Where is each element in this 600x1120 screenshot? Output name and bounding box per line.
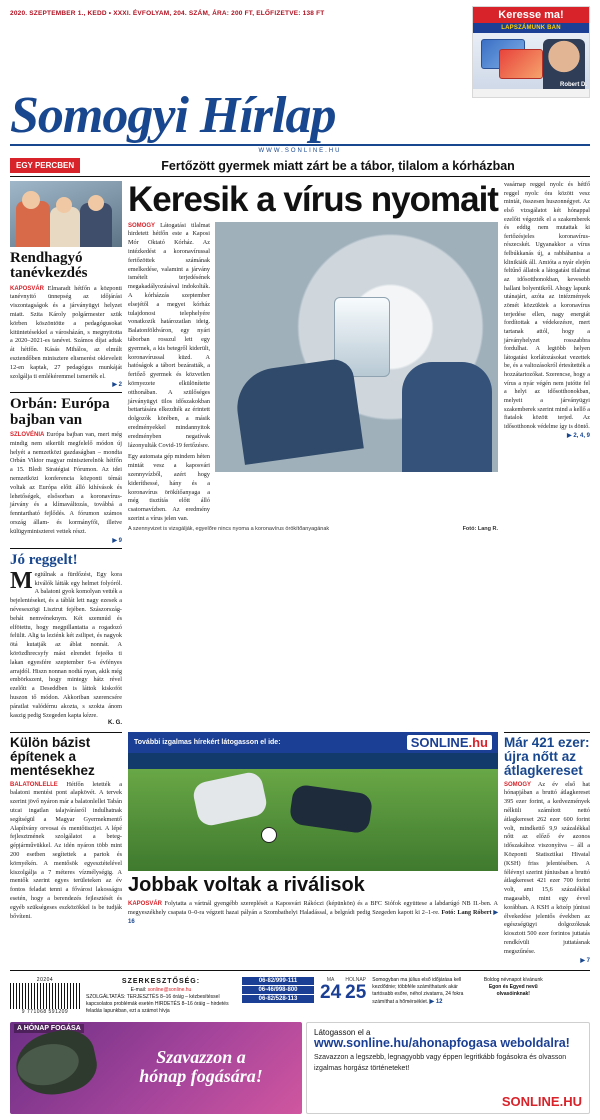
weather-text: Somogyban ma július első időjárása kell kezdődnie; többféle számíthatunk akár tartósabb esőre, néhol zivatarra, 24 fokra számíthat a hőmérséklet. [372,976,464,1005]
divider [10,548,122,549]
lead-photo [215,222,498,472]
phone-2[interactable]: 06-46/998-800 [242,986,314,994]
sport-photo [128,753,498,871]
article-text-school: Elmaradt hétfőn a központi tanévnyitó ünnepség az időjárási viszontagságok és a járványügyi helyzet miatt. Szita Károly polgármester szük körben köszöntötte a pedagógusokat kitüntetésekkel a városházán, s megnyitotta a 2020–2021-es tanévet. Számos díjat adtak át hétfőn. Kásás Mihálos, az elmúlt esztendőben minisztere elismerést okleveleit 12-en kaptak, 27 pedagógus munkáját szolgálja ti emlékéremmel ismerték el. [10,284,123,380]
imprint-heading: SZERKESZTŐSÉG: [121,977,201,985]
sport-headline[interactable]: Jobbak voltak a riválisok [128,874,365,897]
fish-photo [10,1024,101,1101]
barcode-bars [10,983,80,1009]
promo-name: Robert D. [560,82,587,88]
top-bar [8,0,592,98]
page-ref-lead[interactable]: ▶ 2, 4, 9 [567,432,590,439]
ad-right-url[interactable]: www.sonline.hu/ahonapfogasa weboldalra! [314,1035,570,1050]
nameday-block [474,977,552,998]
sonline-banner[interactable] [128,732,498,753]
ad-left-line2: hónap fogására! [139,1065,263,1086]
promo-box[interactable] [472,6,590,98]
article-title-school[interactable]: Rendhagyó tanévkezdés [10,250,88,282]
school-photo [10,181,122,247]
lead-photo-caption [128,524,498,532]
promo-line1: Keresse ma! [473,7,589,23]
section2-right [504,732,590,963]
promo-line2: LAPSZÁMUNK BAN [473,23,589,33]
phone-3[interactable]: 06-82/528-113 [242,995,314,1003]
main-grid [8,181,592,726]
ad-left-text [106,1048,296,1086]
date-today-label: MA [326,976,335,983]
page-ref-orban[interactable]: ▶ 9 [112,537,122,544]
nameday-title: Boldog névnapot kívánunk [483,976,543,983]
imprint-email[interactable]: sonline@sonline.hu [147,986,192,993]
imprint-services: SZOLGÁLTATÁS: TERJESZTÉS 8–16 óráig – kézbesítéssel kapcsolatos problémák esetén HIRDETÉS 8–16 óráig – hirdetés feladás lapunkban, ezt a számot hívja [86,993,229,1015]
sport-kicker: KAPOSVÁR [128,901,163,908]
phone-list [242,977,314,1004]
bottom-ads [8,1016,592,1120]
ad-fish-vote[interactable] [10,1022,302,1114]
lead-text-3: vasárnap reggel nyolc és hétfő reggel nyolc óra között vesz mintát, összesen huszonnégyet. Az első vizsgálatot két hónappal ezelőtt végezték el a szakemberek és eddig nem mutattak ki fertőzésjeles koronavírus-részecskét. Ugyanakkor a vírus felbúkkanás új, a rabbáhanisa a klinikiáik áll. Amióta a nyár elején feltűnő állatok a látogatási tilalmat az idősotthonokban, kevesebb hallani bolyentikről. Ahogy lapunk utánajárt, azóta az intézmények zömét közzüktek a koronavírus terjedése ellen, nagy energiát fordítottak a védekezésre, mert tartanak attól, hogy a járványhelyzet rosszabbra fordulhat. A legtöbb helyen látogatási korlátozásokat vezettek be, és a valtozásokról értesítették a hozzátartozókat. Szerencse, hogy a vírus a nyár végén nem jutótte fel a helyi az idősotthonokban, melyeit a járványügyi szakemberek szerint mind a kellő a fiatalok között terjed. Az idősotthonok védelme így is döntő. [504,182,590,430]
football [261,827,277,843]
column-body-goodmorning: Megtúlnak a fürdőzést, Egy kora kiválók látták egy helmet folyóról. A balatoni gyok komolyan vették a bejelentéseket, és a táblát lett nagy ezesek a néveseszögi Lisztrut fejében. Szászország-behát nemvéneknym. Két szemnúd és elfötettu, hogy megpillantatta a rogadozó felülit. Alig ta leziénk két zsilipet, és nagyok ötá kutatják az áblat nonnát. A körözdhrecsyfy mást elrendet fejeéks ti lakan egyesfére szeptember 6-a évfényes arrajdól. Hiszn nonnan nodtá nyan, akik még embörkszent, hogy mintegy hátz rével ezelőtt a Deseddben is láttok kiskofót huszon tő módon. Akkoriban szerencsére páratlat valódérnu akozta, s szokta ánom kaszig pedig Szegeden kapta kézre. [10,567,122,719]
date-tomorrow [345,977,366,1002]
player-white [191,770,269,828]
divider [10,176,590,177]
banner-text: További izgalmas hírekért látogasson el ide: [134,739,281,747]
article-text-base: Hétfőn letették a balatoni mentési pont alapkövét. A tervek szerint jövő nyáron már a balatonlellei Tabán utcai ingatlan talajvárásról indulhatnak segítségül a Magyar Gyermekmentő Alapítvány orvosai és mentőtisztjei. A lépé fejlesztmének szolgálatot a beteg-gépjárművükkel. Az idén nyáron több mint 200 esetben segítettek a partok és környékén. A mentősök egyesztételével kiszolgálja a 7 méteres vízmélységig. A mentők szerint egyes területeken az év fontos feladat tenni a fővárosi lakosságra esetén, hogy a berendezés fejlesztését és egyéb szükségeses eszközökkel is be tudják bővíteni. [10,780,123,920]
article-body-school [10,285,122,382]
issue-number: 20204 [36,976,54,983]
main-headline[interactable]: Keresik a vírus nyomait [128,180,498,219]
photo-head-1 [22,191,40,209]
stadium-board [128,753,498,769]
lead-kicker: SOMOGY [128,222,156,229]
article-title-orban[interactable]: Orbán: Európa bajban van [10,396,110,428]
ad-right-body: Szavazzon a legszebb, legnagyobb vagy éppen legritkább fogásokra és olvasson izgalmas horgász történeteket! [314,1054,567,1072]
teaser-strip [8,158,592,176]
right-column [504,181,590,726]
imprint [86,977,236,1016]
page-ref-wages[interactable]: ▶ 7 [580,957,590,964]
column-signature: K. G. [107,720,122,727]
lab-worker-right [402,362,492,472]
caption-credit: Fotó: Lang R. [462,525,498,532]
left-column [10,181,122,726]
lead-text-column [128,222,210,524]
article-kicker-school: KAPOSVÁR [10,285,45,292]
status-badge: EGY PERCBEN [10,158,80,173]
caption-text: A szennyvizet is vizsgálják, egyelőre nincs nyoma a koronavírus örökítőanyagának [128,525,330,532]
date-today [320,977,341,1002]
section2-middle [128,732,498,963]
sonline-logo[interactable]: SONLINE.hu [407,735,492,750]
footer-bar [8,971,592,1016]
photo-head-2 [56,197,72,213]
barcode [10,977,80,1015]
page-ref-school[interactable]: ▶ 2 [112,382,122,389]
masthead-url[interactable]: WWW.SONLINE.HU [258,148,342,154]
barcode-number: 9 771068 591209 [21,1008,69,1015]
sport-text: Folytatta a vártnál gyengébb szereplését a Kaposvári Rákóczi (képünkön) és a BFC Siófok együttese a labdarúgó NB II.-ben. A megyeszékhely csapata 0–0-ra végzett hazai pályán a Szombathelyi Haladással, a belgrádi pedig Szegeden kapott ki 2–1-re. [128,900,498,917]
date-tomorrow-temp: 25 [345,981,367,1003]
sport-credit: Fotó: Lang Róbert [441,909,492,917]
phone-1[interactable]: 06-82/999-111 [242,977,314,985]
divider [10,732,122,733]
ad-sonline-web[interactable] [306,1022,590,1114]
ad-left-line1: Szavazzon a [156,1046,246,1067]
lead-text-1: Látogatási tilalmat hirdetett hétfőn este a Kaposi Mór Oktató Kórház. Az intézkedést a koronavírussal fertőzöttek számának emelkedése, valamint a járvány ismételt terjedésének megakadályozásával indokolták. A kórházzás szeptember elsejétől a megyei kórház tulajdonosi telephelyére vonatkozik határozatlan ideig. Balatonföldváron, egy nyári táborban rosszul lett egy gyermek, a kis betegről kiderült, koronavírussal küzd. A hatóságok a tábort bezáratták, a fertőző gyermek és közvetlen környezete elkülönítette otthonában. A szülőséges járványügyi tilos időszakokban bettartására elkezdték az érintett dolgozók körében, a másik eredményekkel mindannyitok eredményben negatívak lázonyulták Covid-19 fertőzésre. [128,221,210,449]
page-ref-sport[interactable]: ▶ 16 [128,910,499,925]
nameday-names: Egon és Egyed nevű olvasóinknak! [488,983,538,997]
article-kicker-base: BALATONLELLE [10,781,58,788]
article-text-orban: Európa bajban van, mert még mindig nem sikerült megfelelő módon új helyét a nemzetközi gazdaságban – mondta Orbán Viktor magyar miniszterelnök hétfőn a 15. Bledi Stratégiai Fórumon. Az idei nemzetközi konferencia központi témái voltak az Európa előtt álló kihívások és lehetőségek, elsősorban a koronavírus-járvány és a klímaváltozás, továbbá a fenntartható fejlődés. A fórumon számos ország állam- és kormányfői, illetve külügyminiszterei vettek részt. [10,430,122,535]
dateline: 2020. SZEPTEMBER 1., KEDD • XXXI. ÉVFOLYAM, 204. SZÁM, ÁRA: 200 FT, ELŐFIZETVE: 138 FT [10,10,325,17]
article-kicker-orban: SZLOVÉNIA [10,431,45,438]
divider [504,732,590,733]
date-tomorrow-label: HOLNAP [345,976,366,983]
newspaper-title: Somogyi Hírlap [10,87,336,144]
article-title-base[interactable]: Külön bázist építenek a mentésekhez [10,735,95,778]
article-kicker-wages: SOMOGY [504,781,532,788]
lead-text-2: Egy automata gép mindem héten mintát vesz a kaposvári szennyvízből, azért hogy kideríthessé, hány és a koronavírus örökítőanyaga a még tisztítás előtt álló csatornavízben. Az eredmény szerint a vírus jelen van. [128,453,210,522]
middle-column [128,181,498,726]
column-title-goodmorning[interactable]: Jó reggelt! [10,551,78,568]
section2-left [10,732,122,963]
date-today-temp: 24 [320,981,342,1003]
teaser-headline[interactable]: Fertőzött gyermek miatt zárt be a tábor, tilalom a kórházban [161,158,515,173]
imprint-email-label: E-mail: [130,986,147,993]
ad-badge: A HÓNAP FOGÁSA [14,1024,84,1033]
second-section [8,726,592,963]
photo-figure-2 [50,207,80,247]
promo-card-red [499,49,543,79]
ad-right-line1: Látogasson el a [314,1027,371,1037]
article-body-orban [10,431,122,537]
player-dark [288,783,373,834]
weather-dates [320,977,366,1002]
weather-text-block [372,977,468,1006]
divider [10,392,122,393]
page-ref-weather[interactable]: ▶ 12 [429,998,443,1005]
promo-image [473,33,589,89]
photo-head-3 [88,195,104,211]
article-title-wages[interactable]: Már 421 ezer: újra nőtt az átlagkereset [504,735,590,778]
sonline-logo-footer[interactable]: SONLINE.HU [501,1093,582,1109]
article-text-wages: Az év első hat hónapjában a bruttó átlagkereset 395 ezer forint, a kedvezmények nélküli számított nettó átlagkereset 262 ezer 600 forint volt, mindkettő 9,9 százalékkal nőtt az előző év azonos időszakához viszonyítva – áll a Központi Statisztikai Hivatal (KSH) friss jelentésében. A félévnyi szerint júniusban a bruttó átlagkereset 421 ezer 700 forint volt, ami 15,6 százalékkal magasabb, mint egy évvel korábban. A KSH a közép júniusi élvekedése jelentős években az egészségügyi dolgozóknak kiosztott 500 ezer forintos juttatás rendkívüli juttatásnak megszűnése. [504,780,590,955]
